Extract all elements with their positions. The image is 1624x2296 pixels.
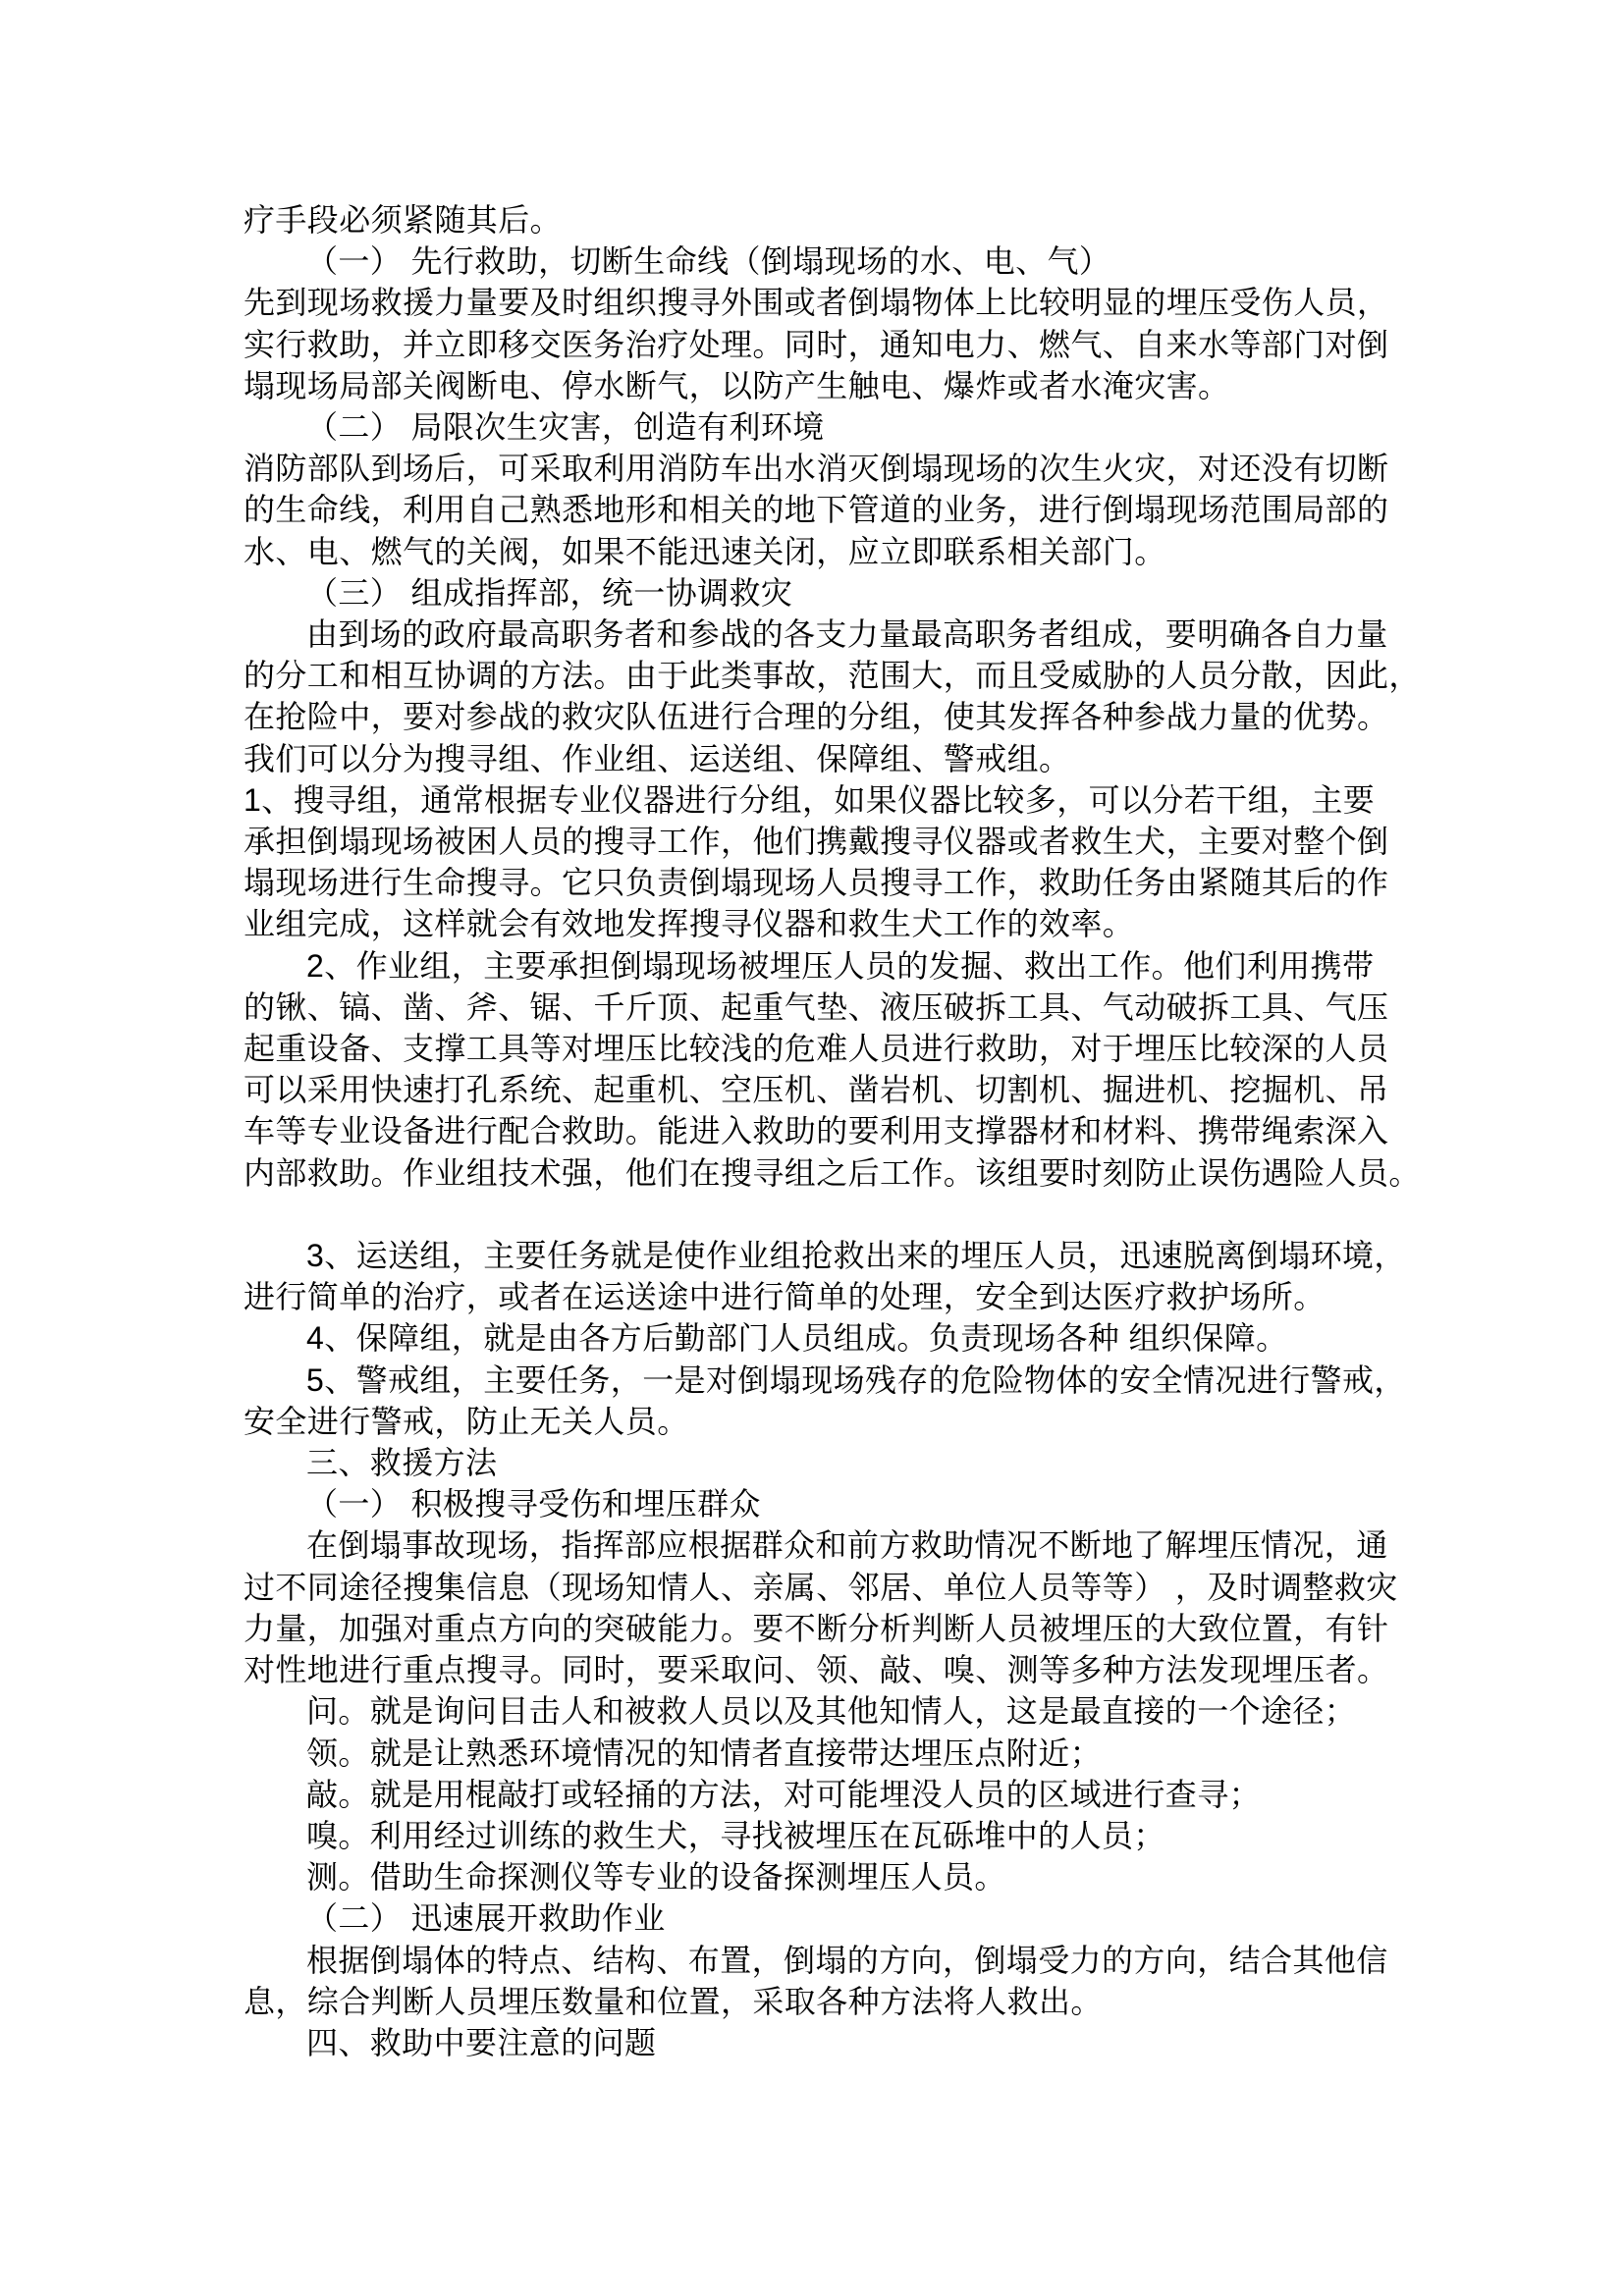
text-line: 塌现场进行生命搜寻。它只负责倒塌现场人员搜寻工作，救助任务由紧随其后的作 <box>244 865 1389 901</box>
text-line: 由到场的政府最高职务者和参战的各支力量最高职务者组成，要明确各自力量 <box>306 616 1388 653</box>
text-line: 力量，加强对重点方向的突破能力。要不断分析判断人员被埋压的大致位置，有针 <box>244 1610 1389 1646</box>
text-line: 内部救助。作业组技术强，他们在搜寻组之后工作。该组要时刻防止误伤遇险人员。 <box>244 1154 1421 1191</box>
text-line: 塌现场局部关阀断电、停水断气，以防产生触电、爆炸或者水淹灾害。 <box>244 367 1230 403</box>
text-line: 在抢险中，要对参战的救灾队伍进行合理的分组，使其发挥各种参战力量的优势。 <box>244 699 1389 735</box>
text-line: （一） 先行救助，切断生命线（倒塌现场的水、电、气） <box>306 243 1111 280</box>
text-line: （三） 组成指挥部，统一协调救灾 <box>306 574 793 611</box>
text-line: 消防部队到场后，可采取利用消防车出水消灭倒塌现场的次生火灾，对还没有切断 <box>244 451 1389 487</box>
text-block <box>244 199 1421 2063</box>
text-line: 息，综合判断人员埋压数量和位置，采取各种方法将人救出。 <box>244 1983 1103 2019</box>
text-line: 疗手段必须紧随其后。 <box>244 202 563 238</box>
text-line: 4、保障组，就是由各方后勤部门人员组成。负责现场各种 组织保障。 <box>306 1320 1288 1357</box>
text-line: 敲。就是用棍敲打或轻捅的方法，对可能埋没人员的区域进行查寻； <box>306 1776 1262 1812</box>
text-line: 进行简单的治疗，或者在运送途中进行简单的处理，安全到达医疗救护场所。 <box>244 1279 1326 1315</box>
text-line: 车等专业设备进行配合救助。能进入救助的要利用支撑器材和材料、携带绳索深入 <box>244 1113 1389 1149</box>
text-line: （二） 局限次生灾害，创造有利环境 <box>306 409 825 446</box>
text-line: （一） 积极搜寻受伤和埋压群众 <box>306 1486 761 1522</box>
text-line: 水、电、燃气的关阀，如果不能迅速关闭，应立即联系相关部门。 <box>244 533 1166 569</box>
text-line: 嗅。利用经过训练的救生犬，寻找被埋压在瓦砾堆中的人员； <box>306 1817 1165 1853</box>
text-line: 过不同途径搜集信息（现场知情人、亲属、邻居、单位人员等等） ，及时调整救灾 <box>244 1569 1398 1605</box>
text-line: 我们可以分为搜寻组、作业组、运送组、保障组、警戒组。 <box>244 740 1071 776</box>
text-line: 问。就是询问目击人和被救人员以及其他知情人，这是最直接的一个途径； <box>306 1693 1357 1730</box>
text-line: 5、警戒组，主要任务，一是对倒塌现场残存的危险物体的安全情况进行警戒， <box>306 1362 1406 1398</box>
text-line: （二） 迅速展开救助作业 <box>306 1900 666 1937</box>
text-line: 可以采用快速打孔系统、起重机、空压机、凿岩机、切割机、掘进机、挖掘机、吊 <box>244 1072 1389 1108</box>
text-line: 对性地进行重点搜寻。同时，要采取问、领、敲、嗅、测等多种方法发现埋压者。 <box>244 1652 1389 1688</box>
text-line: 3、运送组，主要任务就是使作业组抢救出来的埋压人员，迅速脱离倒塌环境， <box>306 1238 1406 1274</box>
text-line: 在倒塌事故现场，指挥部应根据群众和前方救助情况不断地了解埋压情况，通 <box>306 1527 1388 1564</box>
text-line: 业组完成，这样就会有效地发挥搜寻仪器和救生犬工作的效率。 <box>244 906 1135 942</box>
text-line: 起重设备、支撑工具等对埋压比较浅的危难人员进行救助，对于埋压比较深的人员 <box>244 1031 1389 1067</box>
text-line: 领。就是让熟悉环境情况的知情者直接带达埋压点附近； <box>306 1735 1103 1771</box>
text-line: 测。借助生命探测仪等专业的设备探测埋压人员。 <box>306 1859 1006 1896</box>
text-line: 2、作业组，主要承担倒塌现场被埋压人员的发掘、救出工作。他们利用携带 <box>306 947 1375 984</box>
blank-line <box>244 1194 1382 1235</box>
text-line: 的分工和相互协调的方法。由于此类事故，范围大，而且受威胁的人员分散，因此， <box>244 658 1421 694</box>
text-line: 先到现场救援力量要及时组织搜寻外围或者倒塌物体上比较明显的埋压受伤人员， <box>244 285 1389 321</box>
text-line: 根据倒塌体的特点、结构、布置，倒塌的方向，倒塌受力的方向，结合其他信 <box>306 1942 1388 1978</box>
text-line: 的生命线，利用自己熟悉地形和相关的地下管道的业务，进行倒塌现场范围局部的 <box>244 492 1389 528</box>
text-line: 的锹、镐、凿、斧、锯、千斤顶、起重气垫、液压破拆工具、气动破拆工具、气压 <box>244 988 1389 1025</box>
text-line: 四、救助中要注意的问题 <box>306 2024 657 2060</box>
text-line: 1、搜寻组，通常根据专业仪器进行分组，如果仪器比较多，可以分若干组，主要 <box>244 781 1376 818</box>
text-line: 安全进行警戒，防止无关人员。 <box>244 1403 689 1439</box>
text-line: 三、救援方法 <box>306 1445 498 1481</box>
text-line: 承担倒塌现场被困人员的搜寻工作，他们携戴搜寻仪器或者救生犬，主要对整个倒 <box>244 824 1389 860</box>
text-line: 实行救助，并立即移交医务治疗处理。同时，通知电力、燃气、自来水等部门对倒 <box>244 326 1389 362</box>
